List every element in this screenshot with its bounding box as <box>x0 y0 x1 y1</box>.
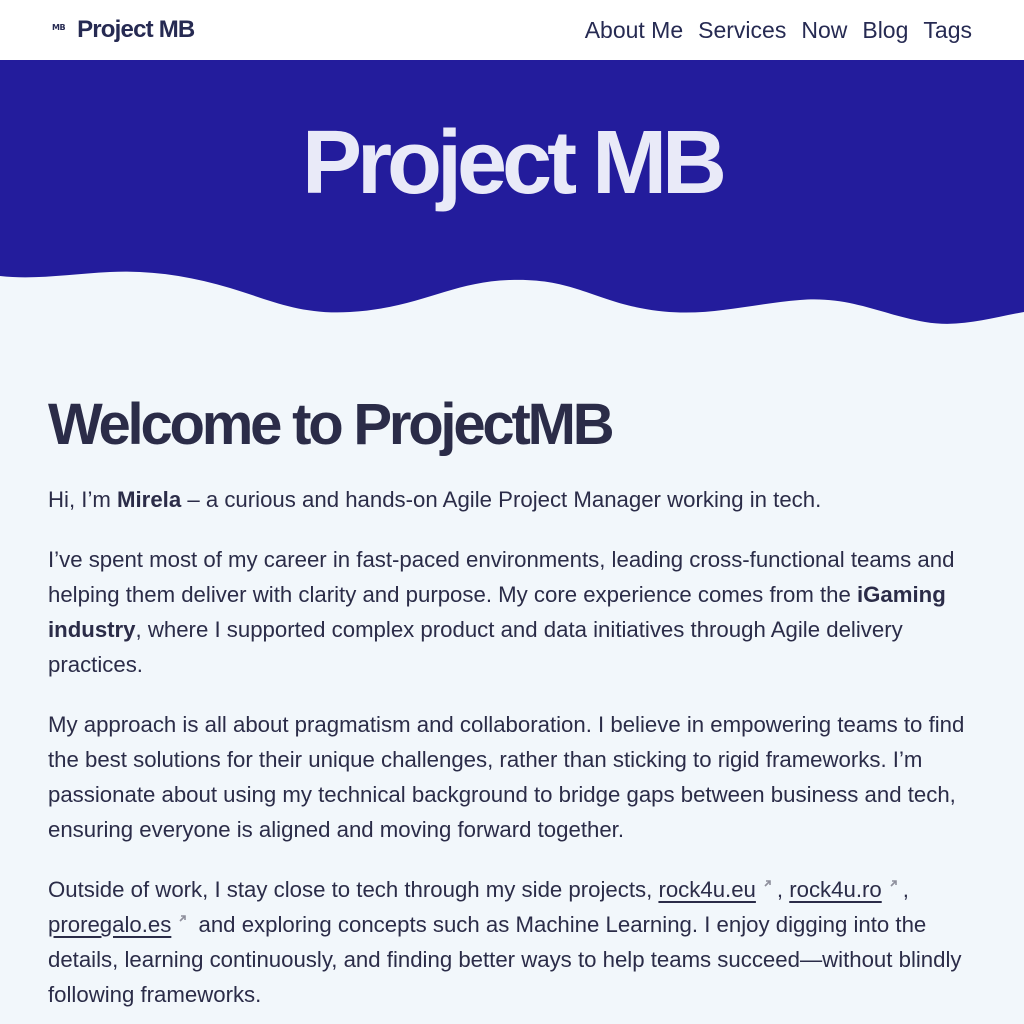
link-separator: , <box>902 877 909 902</box>
top-nav-bar <box>0 0 1024 60</box>
nav-blog[interactable]: Blog <box>862 16 909 43</box>
nav-now[interactable]: Now <box>801 16 848 43</box>
external-link-icon <box>762 878 773 889</box>
link-separator: , <box>776 877 790 902</box>
hero-title: Project MB <box>301 113 723 213</box>
side-projects-text-end: and exploring concepts such as Machine Learning. I enjoy digging into the details, learning continuously, and finding better ways to help teams succeed—without blindly following frameworks. <box>48 912 962 1007</box>
experience-paragraph <box>48 542 984 682</box>
proregalo-es-link[interactable]: proregalo.es <box>48 912 172 937</box>
experience-text-end: , where I supported complex product and data initiatives through Agile delivery practices. <box>48 617 903 677</box>
nav-tags[interactable]: Tags <box>923 16 972 43</box>
nav-about-me[interactable]: About Me <box>584 16 684 43</box>
page-title: Welcome to ProjectMB <box>48 392 612 457</box>
rock4u-eu-link[interactable]: rock4u.eu <box>658 877 756 902</box>
external-link-icon <box>177 913 188 924</box>
nav-services[interactable]: Services <box>698 16 787 43</box>
intro-paragraph <box>48 482 984 517</box>
side-projects-paragraph <box>48 872 984 1012</box>
intro-text-start: Hi, I’m <box>48 487 118 512</box>
external-link-icon <box>888 878 899 889</box>
brand-home-link[interactable] <box>52 16 194 44</box>
rock4u-ro-link[interactable]: rock4u.ro <box>789 877 882 902</box>
industry-bold: iGaming industry <box>48 582 946 642</box>
mb-logo-icon: MB <box>52 23 66 32</box>
approach-paragraph: My approach is all about pragmatism and collaboration. I believe in empowering teams to find the best solutions for their unique challenges, rather than sticking to rigid frameworks. I’m passionate about using my technical background to bridge gaps between business and tech, ensuring everyone is aligned and moving forward together. <box>48 712 965 842</box>
intro-name-bold: Mirela <box>117 487 182 512</box>
intro-text-end: – a curious and hands-on Agile Project Manager working in tech. <box>181 487 822 512</box>
side-projects-text-start: Outside of work, I stay close to tech through my side projects, <box>48 877 659 902</box>
experience-text-start: I’ve spent most of my career in fast-paced environments, leading cross-functional teams and helping them deliver with clarity and purpose. My core experience comes from the <box>48 547 955 607</box>
main-nav <box>570 17 972 44</box>
hero-banner <box>0 60 1024 330</box>
brand-name: Project MB <box>77 16 195 43</box>
main-content <box>48 392 984 1024</box>
